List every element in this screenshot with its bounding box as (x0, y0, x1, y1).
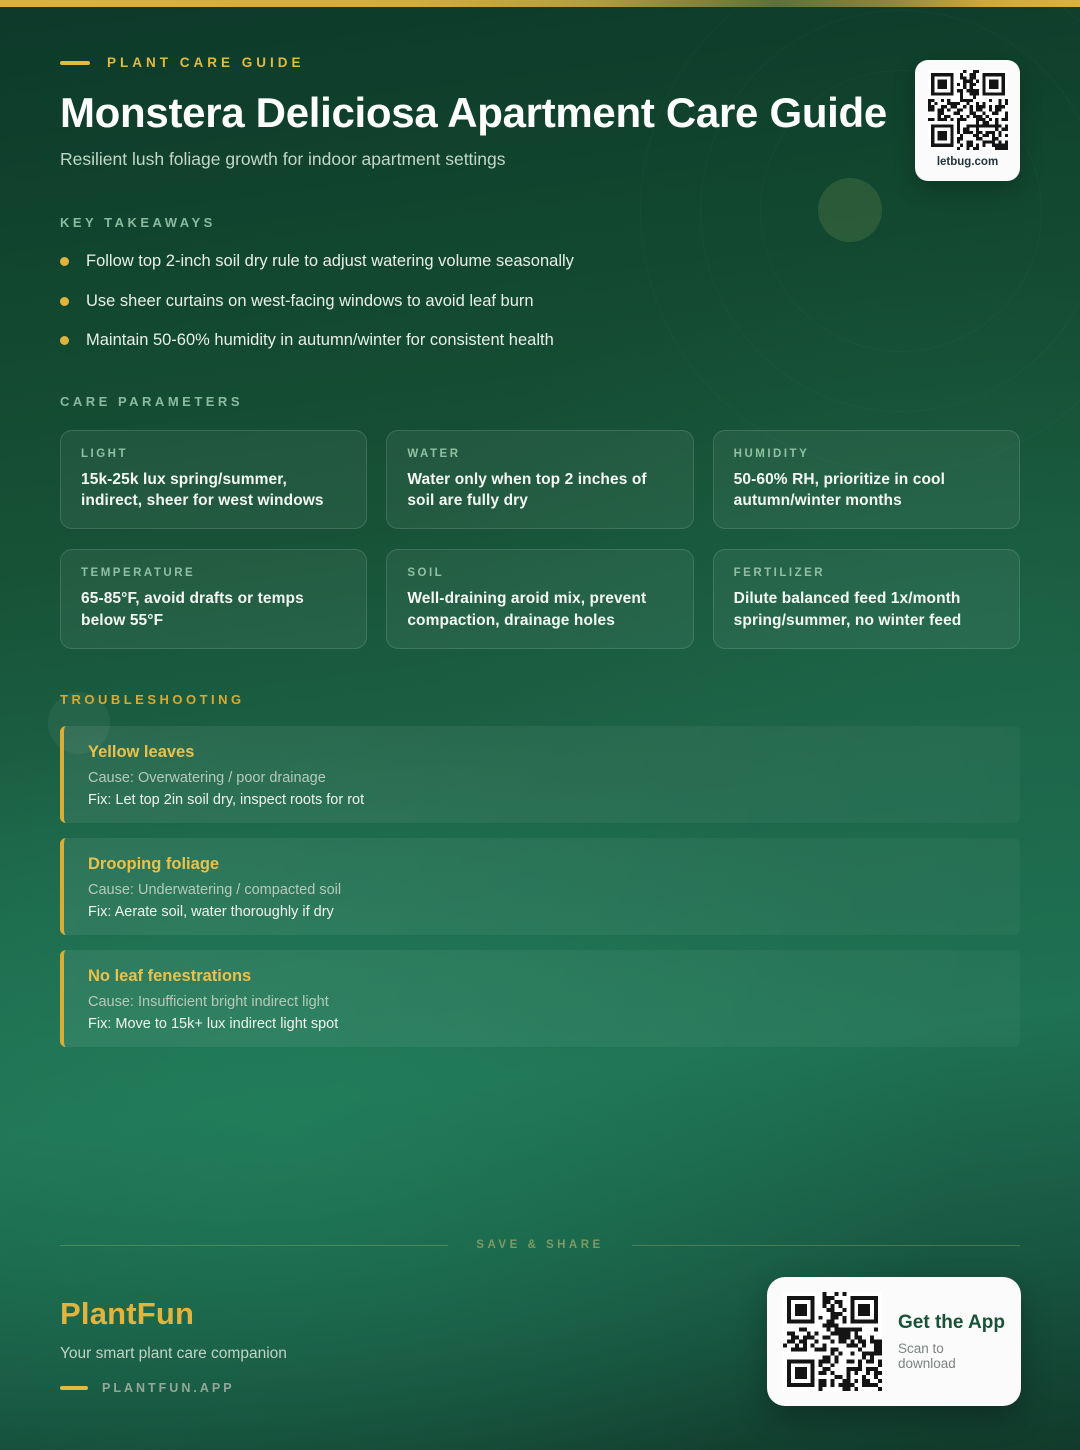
trouble-row-no-fenestrations (60, 950, 1020, 1047)
trouble-fix: Fix: Let top 2in soil dry, inspect roots for rot (88, 791, 365, 808)
takeaway-text: Use sheer curtains on west-facing windows to avoid leaf burn (86, 291, 534, 310)
param-text: 65-85°F, avoid drafts or temps below 55°F (81, 590, 304, 629)
care-parameters-grid (60, 430, 1020, 649)
param-text: Well-draining aroid mix, prevent compaction, drainage holes (407, 590, 647, 629)
param-card-water (386, 430, 693, 529)
trouble-row-yellow-leaves (60, 726, 1020, 823)
divider-line (60, 1245, 448, 1246)
page-subtitle: Resilient lush foliage growth for indoor apartment settings (60, 148, 506, 169)
accent-dash (60, 61, 90, 65)
trouble-cause: Cause: Underwatering / compacted soil (88, 881, 342, 898)
get-app-text (898, 1312, 1005, 1371)
get-app-title: Get the App (898, 1312, 1005, 1333)
brand-logo-text: PlantFun (60, 1296, 195, 1331)
get-app-subtitle: Scan to download (898, 1341, 956, 1371)
get-app-card (767, 1277, 1021, 1406)
param-text: Water only when top 2 inches of soil are fully dry (407, 470, 647, 510)
qr-code (783, 1292, 882, 1391)
takeaway-text: Maintain 50-60% humidity in autumn/winter for consistent health (86, 331, 554, 350)
accent-dash (60, 1386, 88, 1390)
eyebrow (60, 55, 1020, 70)
trouble-title: No leaf fenestrations (88, 966, 252, 985)
trouble-cause: Cause: Insufficient bright indirect light (88, 993, 329, 1010)
trouble-cause: Cause: Overwatering / poor drainage (88, 769, 326, 786)
qr-code (928, 70, 1008, 150)
footer-brand-block (60, 1296, 287, 1395)
page-title: Monstera Deliciosa Apartment Care Guide (60, 89, 887, 136)
trouble-title: Yellow leaves (88, 742, 195, 761)
qr-caption: letbug.com (936, 156, 999, 168)
param-label: HUMIDITY (733, 447, 810, 460)
bullet-dot-icon (60, 257, 69, 266)
trouble-fix: Fix: Aerate soil, water thoroughly if dry (88, 903, 334, 920)
brand-domain: PLANTFUN.APP (102, 1381, 235, 1395)
key-takeaways-heading: KEY TAKEAWAYS (60, 214, 216, 230)
param-text: 50-60% RH, prioritize in cool autumn/winter months (733, 470, 945, 510)
list-item (60, 291, 1020, 312)
param-text: Dilute balanced feed 1x/month spring/summer, no winter feed (733, 590, 962, 629)
param-label: FERTILIZER (733, 567, 826, 580)
troubleshooting-list (60, 726, 1020, 1047)
param-text: 15k-25k lux spring/summer, indirect, sheer for west windows (81, 470, 324, 510)
param-card-humidity (713, 430, 1020, 529)
key-takeaways-list (60, 251, 1020, 351)
bullet-dot-icon (60, 297, 69, 306)
param-label: TEMPERATURE (81, 567, 196, 580)
param-card-temperature (60, 549, 367, 648)
trouble-row-drooping-foliage (60, 838, 1020, 935)
trouble-fix: Fix: Move to 15k+ lux indirect light spot (88, 1015, 339, 1032)
param-card-soil (386, 549, 693, 648)
top-accent-bar (0, 0, 1080, 7)
brand-tagline: Your smart plant care companion (60, 1345, 287, 1362)
bullet-dot-icon (60, 336, 69, 345)
troubleshooting-heading: TROUBLESHOOTING (60, 691, 245, 707)
divider-label: SAVE & SHARE (476, 1239, 604, 1251)
divider-line (632, 1245, 1020, 1246)
param-label: SOIL (407, 567, 445, 580)
brand-domain-row (60, 1381, 287, 1395)
param-card-light (60, 430, 367, 529)
param-label: WATER (407, 447, 461, 460)
takeaway-text: Follow top 2-inch soil dry rule to adjust watering volume seasonally (86, 251, 574, 270)
qr-card-letbug (915, 60, 1020, 181)
care-parameters-heading: CARE PARAMETERS (60, 393, 243, 409)
eyebrow-label: PLANT CARE GUIDE (107, 55, 305, 70)
param-card-fertilizer (713, 549, 1020, 648)
list-item (60, 330, 1020, 351)
save-share-divider (60, 1239, 1020, 1251)
trouble-title: Drooping foliage (88, 854, 220, 873)
param-label: LIGHT (81, 447, 128, 460)
list-item (60, 251, 1020, 272)
